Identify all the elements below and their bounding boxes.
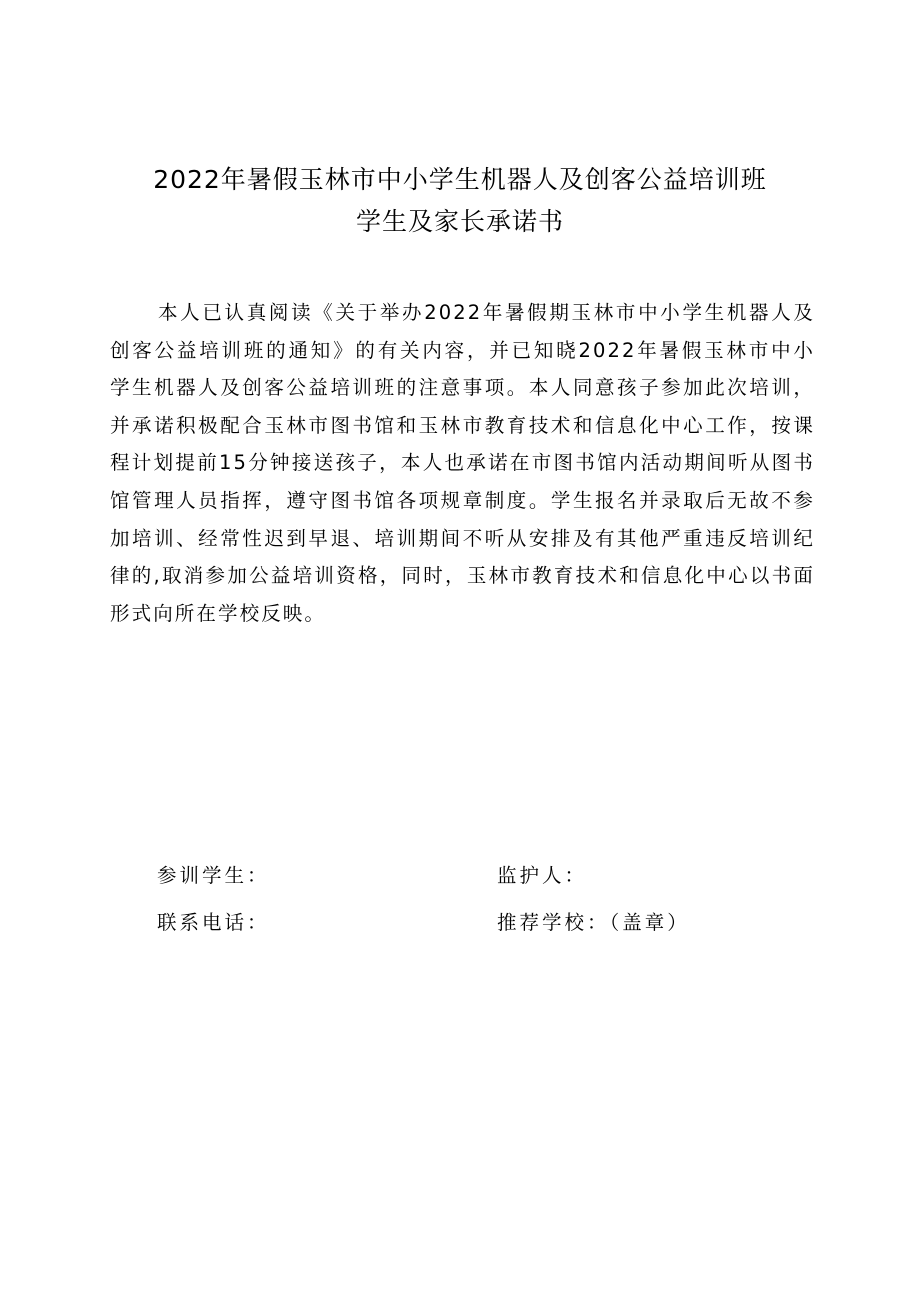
phone-label: 联系电话： [157,911,270,934]
guardian-signature-label: 监护人： [497,864,588,887]
student-signature-label: 参训学生： [157,864,270,887]
school-seal-label: 推荐学校：（盖章） [497,911,690,934]
document-title: 2022年暑假玉林市中小学生机器人及创客公益培训班 [153,165,767,194]
document-subtitle: 学生及家长承诺书 [355,207,564,236]
commitment-paragraph: 本人已认真阅读《关于举办2022年暑假期玉林市中小学生机器人及创客公益培训班的通知》的有关内容，并已知晓2022年暑假玉林市中小学生机器人及创客公益培训班的注意事项。本人同意孩子参加此次培训，并承诺积极配合玉林市图书馆和玉林市教育技术和信息化中心工作，按课程计划提前15分钟接送孩子，本人也承诺在市图书馆内活动期间听从图书馆管理人员指挥，遵守图书馆各项规章制度。学生报名并录取后无故不参加培训、经常性迟到早退、培训期间不听从安排及有其他严重违反培训纪律的,取消参加公益培训资格，同时，玉林市教育技术和信息化中心以书面形式向所在学校反映。 [110,301,815,625]
